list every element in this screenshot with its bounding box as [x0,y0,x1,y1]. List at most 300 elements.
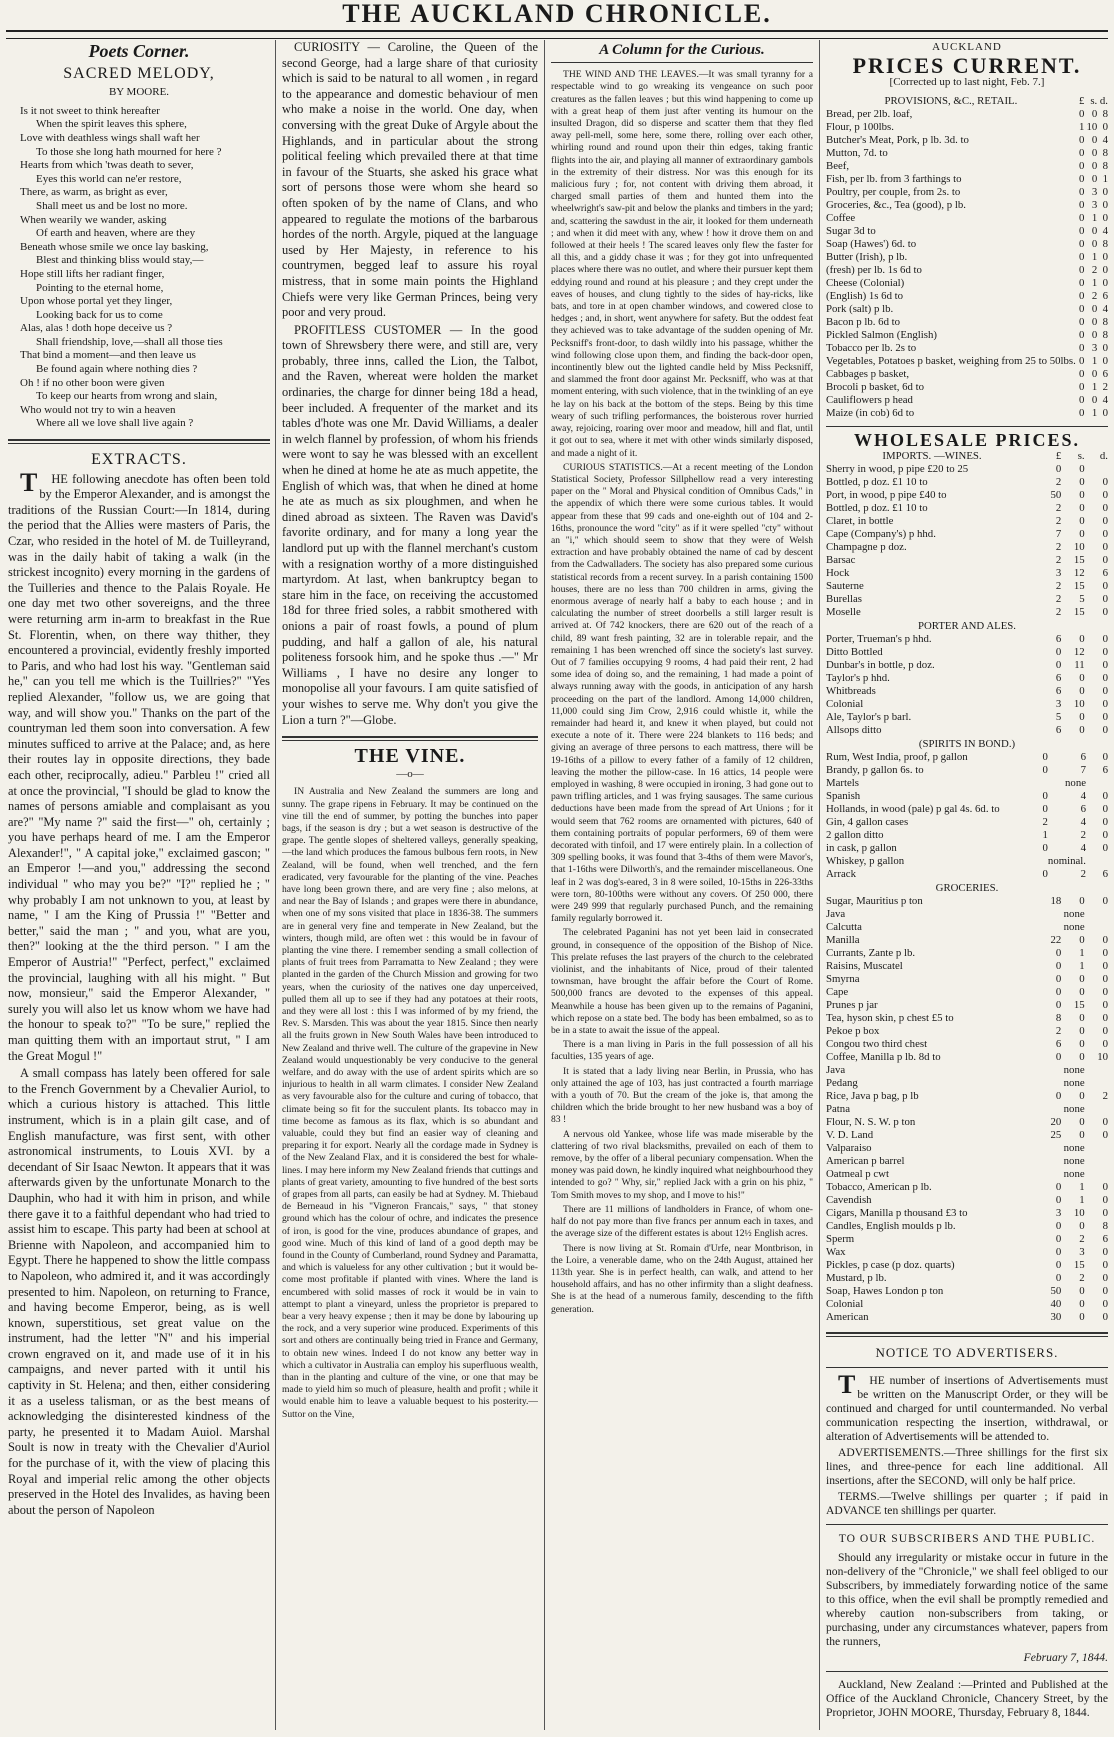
price-item: Patna [826,1103,850,1116]
price-item: Soap (Hawes') 6d. to [826,237,917,250]
price-value: 0 [1042,790,1048,803]
price-item: Cabbages p basket, [826,367,910,380]
price-value: 0 [1102,593,1108,606]
price-value: 0 [1102,999,1108,1012]
price-row [826,1220,1108,1233]
poem-line: When the spirit leaves this sphere, [36,118,187,131]
price-value: 8 [1055,1012,1062,1025]
price-value: 0 [1102,934,1108,947]
poem-line: Alas, alas ! doth hope deceive us ? [20,322,173,335]
poem-line: Hearts from which 'twas death to sever, [20,159,194,172]
price-row [826,303,1108,316]
price-value [1038,1103,1061,1116]
price-row [826,1311,1108,1324]
price-item: Sauterne [826,580,864,593]
price-item: Manilla [826,934,860,947]
price-value [1085,1064,1108,1077]
price-item: Sugar 3d to [826,224,876,237]
price-value [1085,1077,1108,1090]
price-item: Pork (salt) p lb. [826,302,894,315]
poem [14,105,270,431]
price-row [826,764,1108,777]
price-row [826,515,1108,528]
price-value: 5 [1079,593,1085,606]
poem-line: Pointing to the eternal home, [36,281,164,294]
price-value: 3 [1091,341,1098,354]
article-paragraph: The celebrated Paganini has not yet been laid in consecrated ground, in consequence of the opposition of the Bishop of Nice. This prelate refuses the last prayers of the church to the celebrated violinist, and the inhabitants of Nice, proud of their talented townsman, have brought the affair before the Court of Rome. 500,000 francs are devoted to the expenses of this appeal. Meanwhile a house has been given up to the remains of Paganini, which repose on a state bed. The body has been embalmed, so as to be in a state to await the issue of the appeal. [551,927,813,1037]
notice-paragraph: TERMS.—Twelve shillings per quarter ; if paid in ADVANCE ten shillings per quarter. [826,1489,1108,1517]
price-value: 3 [1091,198,1098,211]
column-4 [826,40,1108,1730]
price-item: 2 gallon ditto [826,829,884,842]
price-value: 7 [1055,528,1062,541]
price-value: 0 [1102,633,1108,646]
price-value: 1 [1091,354,1098,367]
price-value: 0 [1079,724,1085,737]
poem-line: Looking back for us to come [36,308,163,321]
price-row [826,147,1108,160]
price-row [826,1064,1108,1077]
price-value: 0 [1078,289,1085,302]
price-item: Flour, N. S. W. p ton [826,1116,916,1129]
price-row [826,1077,1108,1090]
article-paragraph: CURIOUS STATISTICS.—At a recent meeting of the London Statistical Society, Professor Sillphellow read a very interesting paper on the " Moral and Physical condition of Omnibus Cads," in the appendix of which there were some curious tables. It would appear from these that 99 cads and one-eighth out of 104 and 2-16ths, pronounce the word "city" as if it were spelled "cty" without an "i," which should seem to show that they were of Welsh extraction and have probably obtained the name of cad by descent from the Cadwalladers. The society has also prepared some curious statistical records from a recent survey. In a parish containing 1500 houses, there are no less than 700 children in arms, giving the enormous average of nearly half a baby to each house ; and in calculating the number of street doorbells a still larger result is arrived at. Of 742 knockers, there are 620 out of the reach of a child, 89 want fresh painting, 32 are in tolerable repair, and the remaining 1 has been wrenched off since the society's last survey. Out of 7 families occupying 9 rooms, 4 had paid their rent, 2 had some idea of doing so, and the remaining, 1 had made a point of always running away with the goods, in anticipation of any harsh proceeding on the part of the landlord. Among 14,000 children, 11,000 could sing Jim Crow, 2,916 could whistle it, while the remainder had heard it, and knew it when played, but could not execute a note of it. There were 224 blankets to 116 beds; and giving an average of three persons to each mattress, there will be 19-16ths of a pillow to every father of a family of 12 children, leaving the mother the pillow-case. In 16 attics, 14 people were employed in washing, 8 were occupied in ironing, 3 had gone out to pawn trifling articles, and 1 was frying sausages. The same curious deductions have been made from the spread of Art Unions ; for it would seem that 762 rooms are ornamented with pictures, 640 of them containing portraits of popular performers, 69 of them were decorated with tinfoil, and 17 were entirely plain. In a collection of 309 spelling books, it was found that 3-4ths of them were Mavor's, that 1-16ths were Dilworth's, and the remainder miscellaneous. One leaf in 2 was dog's-eared, 3 in 8 were soiled, 10-15ths in 226-33ths were torn, 80-100ths were without any covers. Of 250 000, there were 249 999 that regularly purchased Punch, and the remaining family regularly borrowed it. [551,461,813,925]
price-value: 1 [1091,211,1098,224]
price-value: 0 [1102,1116,1108,1129]
price-item: Prunes p jar [826,999,878,1012]
price-value: 0 [1078,263,1085,276]
price-value: 0 [1091,172,1098,185]
auckland-label: AUCKLAND [932,41,1002,53]
price-item: Vegetables, Potatoes p basket, weighing from 25 to 50lbs. [826,354,1076,367]
price-row [826,606,1108,619]
price-value: 0 [1102,476,1108,489]
price-value: 0 [1102,1259,1108,1272]
price-item: Raisins, Muscatel [826,960,903,973]
price-value: 0 [1055,463,1062,476]
price-value: 0 [1102,1129,1108,1142]
price-value: 0 [1102,711,1108,724]
price-value: 0 [1079,1012,1085,1025]
price-value: 0 [1102,659,1108,672]
price-item: Whitbreads [826,685,876,698]
price-item: Mutton, 7d. to [826,146,888,159]
price-value: 0 [1079,1285,1085,1298]
price-item: Pickled Salmon (English) [826,328,937,341]
article-paragraph: A small compass has lately been offered for sale to the French Government by a Chevalier Auriol, to which a curious history is attached. This little instrument, which is in a plain gilt case, and of English manufacture, was first sent, with other astronomical instruments, to Louis XVI. by a decendant of Sir Isaac Newton. It appears that it was afterwards given by the unfortunate Monarch to the Dauphin, who had it with him in prison, and while there gave it to a faithful dependant who had tried to assist him to escape. This party had been at school at Brienne with Napoleon, and accompanied him to Egypt. There he happened to show the little compass to Napoleon, who admired it, and it was accordingly presented to him. Napoleon, on returning to France, and having become Emperor, being, as is well known, superstitious, set great value on the instrument, had the letter "N" and his imperial crown engraved on it, and made use of it in his campaigns, and never parted with it until his captivity in St. Helena; and then, either considering it as a useless talisman, or as the best means of acknowledging the disinterested kindness of the party, he presented it to Madam Auiol. Marshal Soult is now in treaty with the Chevalier d'Auriol for the purchase of it, with the view of placing this Royal and imperial relic among the other objects preserved in the Hotel des Invalides, as having been about the person of Napoleon [8,1066,270,1517]
poem-line: That bind a moment—and then leave us [20,349,196,362]
price-value: 20 [1050,1116,1062,1129]
price-value: 0 [1091,393,1098,406]
price-value: 0 [1079,685,1085,698]
price-value: 0 [1102,685,1108,698]
price-value: 0 [1102,198,1108,211]
price-value: 0 [1078,250,1085,263]
price-item: Cauliflowers p head [826,393,913,406]
price-row [826,212,1108,225]
price-row [826,751,1108,764]
price-item: Butter (Irish), p lb. [826,250,908,263]
price-row [826,1142,1108,1155]
price-value: 2 [1055,1025,1062,1038]
price-item: Butcher's Meat, Pork, p lb. 3d. to [826,133,969,146]
price-value: 6 [1102,367,1108,380]
price-value: 0 [1102,341,1108,354]
divider [826,1524,1108,1525]
price-value: none [1065,777,1087,790]
price-value: 6 [1055,685,1062,698]
wines-price-table [826,450,1108,619]
price-item: Tobacco per lb. 2s to [826,341,917,354]
price-value: 6 [1080,803,1087,816]
price-item: Hollands, in wood (pale) p gal 4s. 6d. to [826,803,1000,816]
price-value: 0 [1102,790,1108,803]
price-value: 12 [1073,567,1085,580]
porter-price-table [826,633,1108,737]
price-value: 2 [1055,541,1062,554]
price-value: 0 [1102,816,1108,829]
price-value: 0 [1102,986,1108,999]
price-value: 0 [1102,1285,1108,1298]
price-row [826,672,1108,685]
price-value: 15 [1073,1259,1085,1272]
price-item: Ale, Taylor's p barl. [826,711,912,724]
price-value: 0 [1078,146,1085,159]
price-item: V. D. Land [826,1129,874,1142]
price-value: 1 [1079,960,1085,973]
article-paragraph: A nervous old Yankee, whose life was made miserable by the clattering of two rival blacksmiths, prevailed on each of them to remove, by the offer of a liberal pecuniary compensation. When the money was paid down, he kindly inquired what neighbourhood they intended to go? " Why, sir," replied Jack with a grin on his phiz, " Tom Smith moves to my shop, and I move to his!" [551,1128,813,1201]
poem-line: To those she long hath mourned for here ? [36,145,222,158]
price-item: Sperm [826,1233,855,1246]
price-item: Rum, West India, proof, p gallon [826,751,968,764]
price-value: 1 [1078,120,1085,133]
article-paragraph: There is a man living in Paris in the full possession of all his faculties, 135 years of age. [551,1039,813,1063]
poem-line: When wearily we wander, asking [20,213,167,226]
groceries-price-table [826,895,1108,1324]
price-item: Porter, Trueman's p hhd. [826,633,932,646]
price-item: Java [826,1064,846,1077]
price-value: 0 [1102,250,1108,263]
price-row [826,1116,1108,1129]
price-value [1085,1168,1108,1181]
price-value: 0 [1079,1038,1085,1051]
price-value: 0 [1079,986,1085,999]
price-value: 1 [1091,406,1098,419]
price-row [826,1038,1108,1051]
price-value: 0 [1042,803,1048,816]
price-row [826,186,1108,199]
price-item: Flour, p 100lbs. [826,120,894,133]
price-value [1026,855,1048,868]
price-value [1038,1064,1061,1077]
price-item: Fish, per lb. from 3 farthings to [826,172,962,185]
price-value: 2 [1055,580,1062,593]
price-value: 2 [1055,554,1062,567]
price-value: 0 [1102,1272,1108,1285]
price-value: 2 [1080,829,1087,842]
price-value: 0 [1102,489,1108,502]
price-item: Arrack [826,868,856,881]
price-table-header [826,95,1108,108]
poem-line: Love with deathless wings shall waft her [20,131,200,144]
price-row [826,1246,1108,1259]
price-value: 0 [1102,724,1108,737]
article-paragraph: THE following anecdote has often been told by the Emperor Alexander, and is amongst the traditions of the Russian Court:—In 1814, during the period that the Allies were masters of Paris, the Czar, who resided in the hotel of M. de Tuilleyrand, was in the daily habit of taking a walk (in the strickest incognito) every morning in the gardens of the Tuilleries and thence to the Palais Royale. He one day met two other sovereigns, and the three were returning arm in-arm to breakfast in the Rue St. Florentin, when, on there way thither, they encountered a provincial, evidently freshly imported to Paris, and who had lost his way. "Gentleman said he," can you tell me which is the Tuillries?" "Yes replied Alexander, "follow us, we are going that way, and will show you." Thanks on the part of the countryman led them soon into conversation. A few minutes sufficed to arrive at the Palace; and, as here their routes lay in opposite directions, they bade each other, reciprocally, adieu." Parbleu !" cried all at once the provincial, "I should be glad to know the names of persons amiable and complaisant as you are?" "My name ?" said the first—" oh, certainly ; you have perhaps heard of me. I am the Emperor Alexander!", " A capital joke," exclaimed gascon; " an Emperor !—and you," addressing the second individual " who may you be?" "I?" replied he ; " why probably I am not unknown to you, at least by name, " I am the King of Prussia !" "Better and better," said the man ; " and you, what are you, then?" looking at the the third person. " I am the Emperor of Austria!" "Perfect, perfect," exclaimed the provincial, laughing with all his might. " But now, monsieur," said the Emperor Alexander, " surely you will also let us know whom we have had the honour to speak to?" "To be sure," replied the man quitting them with an importaut strut, " I am the Great Mogul !" [8,467,270,1063]
price-value: 0 [1055,1181,1062,1194]
price-value [1038,921,1061,934]
notice-date: February 7, 1844. [1023,1650,1108,1664]
price-value: 0 [1079,528,1085,541]
price-row [826,1285,1108,1298]
price-item: Sugar, Mauritius p ton [826,895,923,908]
column-divider [275,40,276,1730]
price-value: 2 [1102,1090,1108,1103]
price-value: 0 [1055,1233,1062,1246]
price-item: Coffee [826,211,856,224]
price-value: 4 [1102,133,1108,146]
price-value: 2 [1102,380,1108,393]
price-value: 0 [1078,367,1085,380]
price-item: Colonial [826,1298,864,1311]
price-item: (fresh) per lb. 1s 6d to [826,263,922,276]
price-value: 0 [1102,1038,1108,1051]
price-value: 0 [1055,960,1062,973]
porter-section-heading: PORTER AND ALES. [917,620,1017,633]
notice-heading: NOTICE TO ADVERTISERS. [875,1345,1059,1361]
price-row [826,1051,1108,1064]
column-divider [819,40,820,1730]
price-value: 0 [1079,1025,1085,1038]
price-value: 0 [1102,829,1108,842]
price-row [826,777,1108,790]
price-row [826,659,1108,672]
price-value: 6 [1102,289,1108,302]
price-value: 2 [1042,816,1048,829]
price-value: 0 [1102,751,1108,764]
price-item: Taylor's p hhd. [826,672,890,685]
price-value: 0 [1079,973,1085,986]
retail-price-table [826,95,1108,420]
masthead: THE AUCKLAND CHRONICLE. [342,0,772,28]
poem-line: Of earth and heaven, where are they [36,227,196,240]
price-value: 0 [1079,1129,1085,1142]
poem-line: Hope still lifts her radiant finger, [20,267,165,280]
price-row [826,329,1108,342]
price-row [826,1298,1108,1311]
article-paragraph: THE WIND AND THE LEAVES.—It was small tyranny for a respectable wind to go wreaking its vengeance on such poor creatures as the fallen leaves ; but this wind happening to come up with a great heap of them just after venting its humour on the insulted Dragon, did so disperse and scatter them that they fled away pell-mell, some here, some there, rolling over each other, whirling round and round upon their thin edges, taking frantic flights into the air, and playing all manner of extraordinary gambols in the extremity of their distress. Nor was this enough for its malicious fury ; for, not content with driving them abroad, it charged small parties of them and hunted them into the wheelwright's saw-pit and below the planks and timbers in the yard; and, scattering the sawdust in the air, it looked for them underneath ; and when it did meet with any, whew ! how it drove them on and followed at their heels ! The scared leaves only flew the faster for all this, and a giddy chase it was ; for they got into unfrequented places where there was no outlet, and where their pursuer kept them eddying round and round at his pleasure ; and they crept under the eaves of houses, and clung tightly to the sides of hay-ricks, like bats, and tore in at open chamber windows, and cowered close to hedges ; and, in short, went anywhere for safety. But the oddest feat they achieved was to take advantage of the sudden opening of Mr. Pecksniff's front-door, to dash wildly into his passage, whither the wind following close upon them, and finding the back-door open, incontinently blew out the lighted candle held by Miss Pecksniff, and slammed the front door against Mr. Pecksniff, who was at that moment entering, with such violence, that in the twinkling of an eye he lay on his back at the bottom of the steps. Being by this time weary of such trifling performances, the boisterous rover hurried away, rejoicing, roaring over moor and meadow, hill and flat, until it got out to sea, where it met with other winds similarly disposed, and made a night of it. [551,69,813,459]
price-value: 0 [1102,1246,1108,1259]
price-value: 0 [1102,185,1108,198]
price-row [826,368,1108,381]
price-item: Pickles, p case (p doz. quarts) [826,1259,955,1272]
divider [551,62,813,63]
price-value: 0 [1102,960,1108,973]
column-1 [8,40,270,1730]
price-value: 2 [1091,289,1098,302]
price-row [826,528,1108,541]
price-value: 0 [1091,133,1098,146]
price-item: Soap, Hawes London p ton [826,1285,944,1298]
ornament: —o— [396,767,424,780]
price-value: 1 [1079,947,1085,960]
price-value: 0 [1102,554,1108,567]
header-label: PROVISIONS, &C., RETAIL. [884,94,1018,107]
poem-title: SACRED MELODY, [63,64,215,82]
price-value: 1 [1042,829,1048,842]
curious-column-heading: A Column for the Curious. [599,42,765,58]
price-value: none [1063,1103,1085,1116]
price-value [1085,1142,1108,1155]
spirits-price-table [826,751,1108,881]
price-value: 0 [1055,947,1062,960]
price-value: 4 [1080,842,1087,855]
price-value: 6 [1055,672,1062,685]
poem-line: Eyes this world can ne'er restore, [36,172,182,185]
price-row [826,199,1108,212]
price-value: 0 [1055,1259,1062,1272]
price-value: none [1063,1142,1085,1155]
price-value: 0 [1079,463,1085,476]
price-value: 0 [1102,698,1108,711]
price-value: 0 [1102,606,1108,619]
poem-author: BY MOORE. [108,86,170,99]
price-row [826,225,1108,238]
poem-line: Oh ! if no other boon were given [20,376,165,389]
price-value: 0 [1102,580,1108,593]
price-row [826,790,1108,803]
price-value: 1 [1102,172,1108,185]
price-item: Colonial [826,698,864,711]
price-row [826,121,1108,134]
price-value: 3 [1055,1207,1062,1220]
price-value: 0 [1078,393,1085,406]
price-item: Wax [826,1246,846,1259]
price-value [1085,908,1108,921]
price-value: 0 [1079,934,1085,947]
price-value: 0 [1091,224,1098,237]
divider [826,1332,1108,1337]
price-value: 0 [1079,895,1085,908]
price-row [826,554,1108,567]
price-value: 0 [1055,999,1062,1012]
prices-current-heading: PRICES CURRENT. [852,52,1082,78]
masthead-rule [6,30,1108,39]
extracts-heading: EXTRACTS. [91,451,187,469]
price-value: 0 [1078,315,1085,328]
price-value: 2 [1080,868,1087,881]
price-item: Poultry, per couple, from 2s. to [826,185,961,198]
price-value: 0 [1079,633,1085,646]
price-item: Brocoli p basket, 6d to [826,380,925,393]
price-value [1085,1103,1108,1116]
price-value: 0 [1078,406,1085,419]
price-row [826,580,1108,593]
price-value: 8 [1102,146,1108,159]
price-value: 5 [1055,711,1062,724]
price-value: 0 [1078,302,1085,315]
currency-header: s. [1077,450,1085,463]
price-value: 1 [1079,1194,1085,1207]
price-row [826,277,1108,290]
price-value: 0 [1079,1298,1085,1311]
article-paragraph: There are 11 millions of landholders in France, of whom one-half do not pay more than five francs per annum each in taxes, and the average size of the different estates is about 12½ English acres. [551,1203,813,1240]
price-row [826,355,1108,368]
price-item: Calcutta [826,921,862,934]
price-value: 8 [1102,1220,1108,1233]
price-value: 0 [1079,711,1085,724]
price-row [826,463,1108,476]
price-value: 0 [1055,973,1062,986]
price-value: 3 [1055,698,1062,711]
price-value: 0 [1102,276,1108,289]
price-item: Gin, 4 gallon cases [826,816,909,829]
price-value [1085,463,1108,476]
price-item: American [826,1311,869,1324]
poem-line: Beneath whose smile we once lay basking, [20,240,209,253]
column-2 [282,40,538,1730]
price-row [826,829,1108,842]
price-value: 0 [1042,868,1048,881]
poem-line: Blest and thinking bliss would stay,— [36,254,204,267]
groceries-section-heading: GROCERIES. [935,882,999,895]
price-value: 0 [1042,842,1048,855]
poem-line: There, as warm, as bright as ever, [20,186,168,199]
price-value [1038,1168,1061,1181]
article-paragraph: There is now living at St. Romain d'Urfe, near Montbrison, in the Loire, a venerable dame, who on the 24th August, attained her 113th year. She is in perfect health, can walk, and attend to her household affairs, and has no other infirmity than a slight deafness. She is at the head of a numerous family, descending to the fifth generation. [551,1242,813,1315]
price-row [826,724,1108,737]
price-value: 0 [1102,973,1108,986]
price-row [826,934,1108,947]
price-value: 0 [1055,1090,1062,1103]
price-item: Maize (in cob) 6d to [826,406,915,419]
price-value: none [1063,1077,1085,1090]
price-row [826,160,1108,173]
divider [8,439,270,444]
price-item: Claret, in bottle [826,515,894,528]
price-row [826,1272,1108,1285]
price-row [826,1194,1108,1207]
price-value: 8 [1102,315,1108,328]
price-row [826,108,1108,121]
price-value: 7 [1080,764,1087,777]
price-value: 3 [1055,567,1062,580]
header-label: IMPORTS. —WINES. [882,450,982,463]
price-value: 15 [1073,606,1085,619]
price-value: none [1063,921,1085,934]
price-value: 11 [1074,659,1085,672]
price-value: 0 [1091,302,1098,315]
price-value: 4 [1102,224,1108,237]
price-value: 0 [1078,328,1085,341]
price-item: Cigars, Manilla p thousand £3 to [826,1207,968,1220]
price-row [826,1129,1108,1142]
poem-line: Who would not try to win a heaven [20,403,176,416]
price-value: 8 [1102,107,1108,120]
price-row [826,1155,1108,1168]
price-row [826,1103,1108,1116]
price-row [826,316,1108,329]
article-paragraph: It is stated that a lady living near Berlin, in Prussia, who has only attained the age of 103, has just contracted a fourth marriage with a youth of 70. But the cream of the joke is, that among the children which the bride brought to her new husband was a boy of 83 ! [551,1065,813,1126]
price-value: 0 [1079,1090,1085,1103]
price-value: 0 [1055,646,1062,659]
price-item: Java [826,908,846,921]
price-value [1085,921,1108,934]
price-value: 0 [1102,541,1108,554]
price-row [826,895,1108,908]
price-row [826,238,1108,251]
price-value: 4 [1080,790,1087,803]
price-value: 0 [1055,1051,1062,1064]
